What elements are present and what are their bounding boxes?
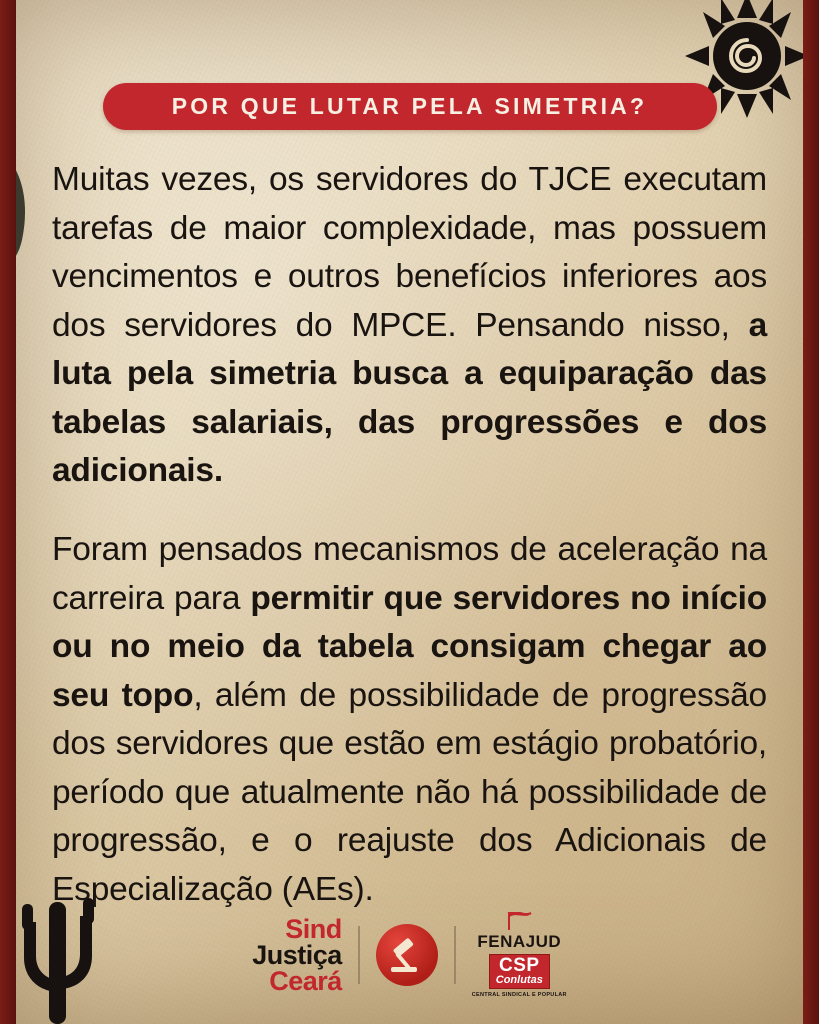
- page-title: POR QUE LUTAR PELA SIMETRIA?: [171, 93, 648, 119]
- sindjustica-line-2: Justiça: [252, 939, 342, 970]
- csp-tagline: CENTRAL SINDICAL E POPULAR: [471, 992, 567, 998]
- gavel-icon: [387, 935, 427, 975]
- csp-label: CSP: [498, 955, 540, 976]
- footer-divider: [358, 926, 360, 984]
- gavel-badge: [376, 924, 438, 986]
- footer-divider-2: [454, 926, 456, 984]
- sindjustica-logo: [252, 913, 342, 997]
- flag-icon: [506, 912, 532, 930]
- paragraph-1-text: Muitas vezes, os servidores do TJCE executam tarefas de maior complexidade, mas possuem vencimentos e outros benefícios inferiores aos dos servidores do MPCE. Pensando nisso,: [52, 161, 767, 344]
- body-copy: [52, 156, 767, 914]
- paragraph-2-text-a: Foram pensados mecanismos de aceleração na carreira para: [52, 530, 767, 617]
- paragraph-1-emphasis: a luta pela simetria busca a equiparação das tabelas salariais, das progressões e dos adicionais.: [52, 306, 767, 490]
- fenajud-csp-logo: [472, 912, 567, 998]
- title-banner: [103, 83, 717, 130]
- sindjustica-line-3: Ceará: [269, 966, 342, 997]
- paragraph-2: [52, 526, 767, 915]
- sindjustica-line-1: Sind: [285, 913, 342, 944]
- csp-badge: [489, 954, 550, 989]
- poster-content: [0, 83, 819, 1024]
- paragraph-2-text-b: , além de possibilidade de progressão dos servidores que estão em estágio probatório, período que atualmente não há possibilidade de progressão, e o reajuste dos Adicionais de Especialização (AEs).: [52, 676, 767, 908]
- paragraph-2-emphasis: permitir que servidores no início ou no meio da tabela consigam chegar ao seu topo: [52, 579, 768, 714]
- footer-logos: [0, 912, 819, 998]
- fenajud-label: FENAJUD: [477, 932, 562, 951]
- paragraph-1: [52, 156, 767, 496]
- conlutas-label: Conlutas: [495, 974, 543, 986]
